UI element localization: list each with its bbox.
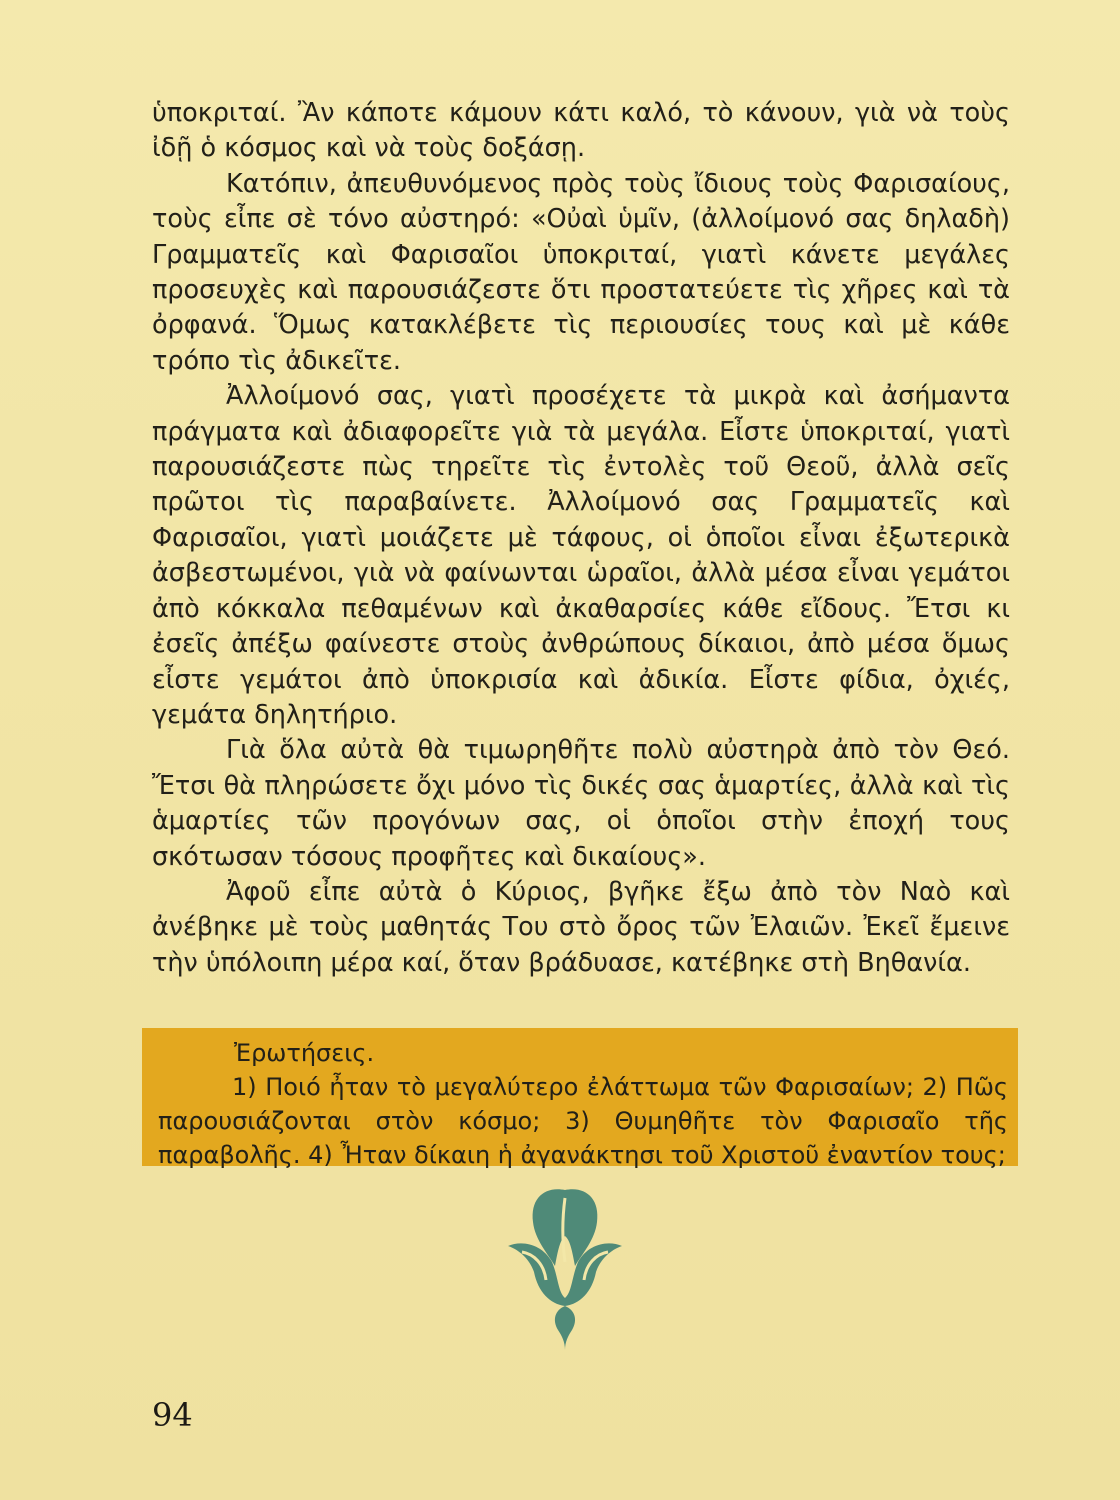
lotus-flower-ornament-icon [500, 1180, 630, 1360]
paragraph-5: Ἀφοῦ εἶπε αὐτὰ ὁ Κύριος, βγῆκε ἔξω ἀπὸ τὸν Ναὸ καὶ ἀνέβηκε μὲ τοὺς μαθητάς Του στὸ ὄρος τῶν Ἐλαιῶν. Ἐκεῖ ἔμεινε τὴν ὑπόλοιπη μέρα καί, ὅταν βράδυασε, κατέβηκε στὴ Βηθανία. [152, 876, 1010, 978]
paragraph-2: Κατόπιν, ἀπευθυνόμενος πρὸς τοὺς ἴδιους τοὺς Φαρισαίους, τοὺς εἶπε σὲ τόνο αὐστηρό: «Οὐαὶ ὑμῖν, (ἀλλοίμονό σας δηλαδὴ) Γραμματεῖς καὶ Φαρισαῖοι ὑποκριταί, γιατὶ κάνετε μεγάλες προσευχὲς καὶ παρουσιάζεστε ὅτι προστατεύετε τὶς χῆρες καὶ τὰ ὀρφανά. Ὅμως κατακλέβετε τὶς περιουσίες τους καὶ μὲ κάθε τρόπο τὶς ἀδικεῖτε. [152, 168, 1010, 376]
paragraph-1: ὑποκριταί. Ἂν κάποτε κάμουν κάτι καλό, τὸ κάνουν, γιὰ νὰ τοὺς ἰδῇ ὁ κόσμος καὶ νὰ τοὺς δοξάσῃ. [152, 98, 1010, 164]
paragraph-4: Γιὰ ὅλα αὐτὰ θὰ τιμωρηθῆτε πολὺ αὐστηρὰ ἀπὸ τὸν Θεό. Ἔτσι θὰ πληρώσετε ὄχι μόνο τὶς δικές σας ἁμαρτίες, ἀλλὰ καὶ τὶς ἁμαρτίες τῶν προγόνων σας, οἱ ὁποῖοι στὴν ἐποχή τους σκότωσαν τόσους προφῆτες καὶ δικαίους». [152, 735, 1010, 872]
body-text [152, 96, 1010, 981]
questions-box [142, 1028, 1018, 1169]
page-number: 94 [152, 1396, 193, 1434]
paragraph-3: Ἀλλοίμονό σας, γιατὶ προσέχετε τὰ μικρὰ καὶ ἀσήμαντα πράγματα καὶ ἀδιαφορεῖτε γιὰ τὰ μεγάλα. Εἶστε ὑποκριταί, γιατὶ παρουσιάζεστε πὼς τηρεῖτε τὶς ἐντολὲς τοῦ Θεοῦ, ἀλλὰ σεῖς πρῶτοι τὶς παραβαίνετε. Ἀλλοίμονό σας Γραμματεῖς καὶ Φαρισαῖοι, γιατὶ μοιάζετε μὲ τάφους, οἱ ὁποῖοι εἶναι ἐξωτερικὰ ἀσβεστωμένοι, γιὰ νὰ φαίνωνται ὡραῖοι, ἀλλὰ μέσα εἶναι γεμάτοι ἀπὸ κόκκαλα πεθαμένων καὶ ἀκαθαρσίες κάθε εἴδους. Ἔτσι κι ἐσεῖς ἀπέξω φαίνεστε στοὺς ἀνθρώπους δίκαιοι, ἀπὸ μέσα ὅμως εἶστε γεμάτοι ἀπὸ ὑποκρισία καὶ ἀδικία. Εἶστε φίδια, ὀχιές, γεμάτα δηλητήριο. [152, 381, 1010, 730]
questions-title: Ἐρωτήσεις. [234, 1039, 375, 1067]
questions-text: 1) Ποιό ἦταν τὸ μεγαλύτερο ἐλάττωμα τῶν Φαρισαίων; 2) Πῶς παρουσιάζονται στὸν κόσμο; 3) Θυμηθῆτε τὸν Φαρισαῖο τῆς παραβολῆς. 4) Ἦταν δίκαιη ἡ ἀγανάκτησι τοῦ Χριστοῦ ἐναντίον τους; [158, 1073, 1008, 1169]
